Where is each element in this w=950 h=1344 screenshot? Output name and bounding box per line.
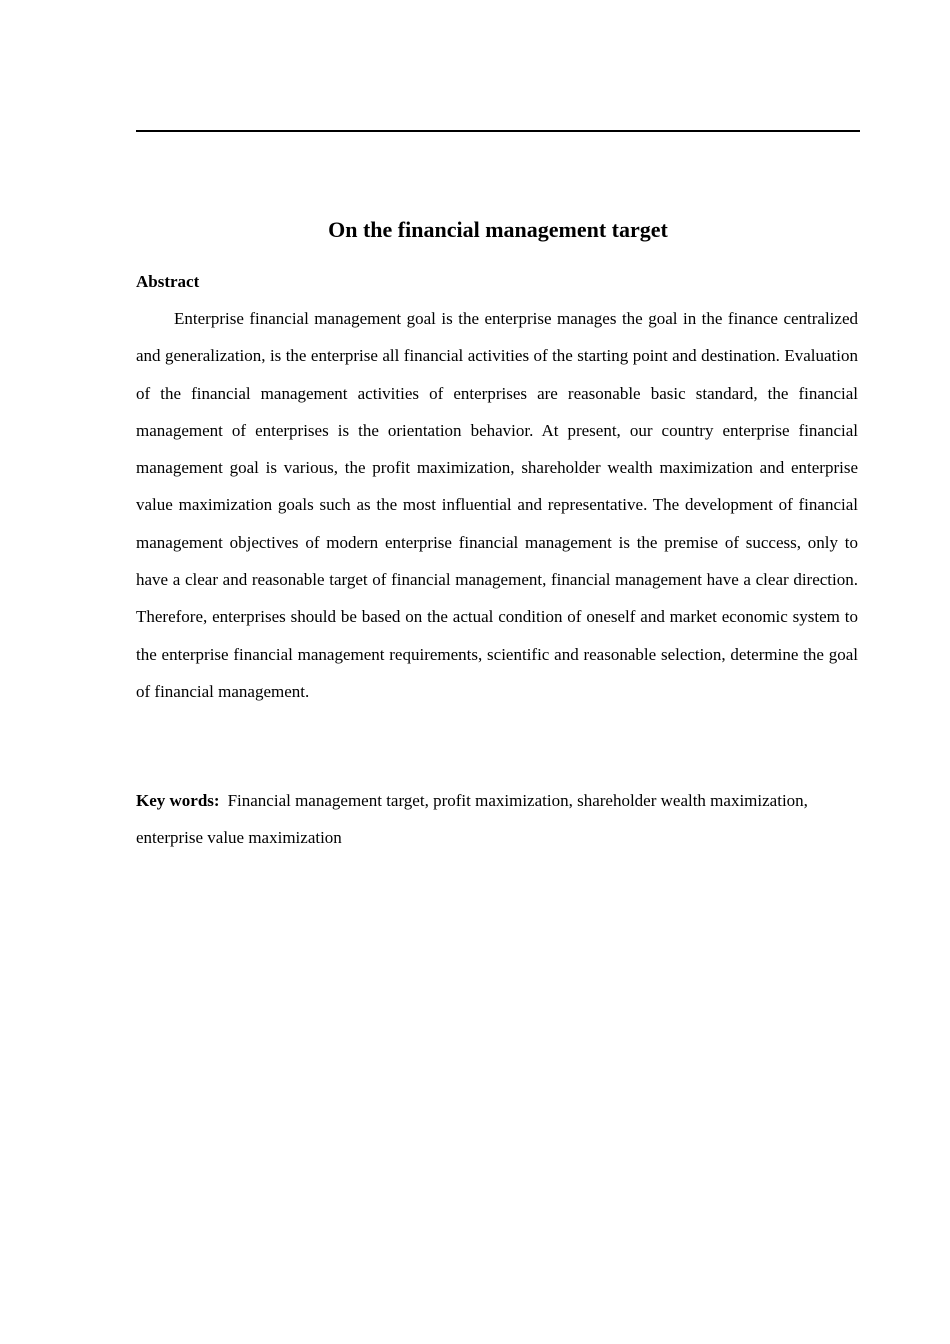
keywords-paragraph [136,782,858,856]
keywords-text: Financial management target, profit maximization, shareholder wealth maximization, enterprise value maximization [136,791,808,847]
abstract-heading: Abstract [136,272,200,291]
keywords-label: Key words: [136,791,220,810]
abstract-body: Enterprise financial management goal is the enterprise manages the goal in the finance centralized and generalization, is the enterprise all financial activities of the starting point and destination. Evaluation of the financial management activities of enterprises are reasonable basic standard, the financial management of enterprises is the orientation behavior. At present, our country enterprise financial management goal is various, the profit maximization, shareholder wealth maximization and enterprise value maximization goals such as the most influential and representative. The development of financial management objectives of modern enterprise financial management is the premise of success, only to have a clear and reasonable target of financial management, financial management have a clear direction. Therefore, enterprises should be based on the actual condition of oneself and market economic system to the enterprise financial management requirements, scientific and reasonable selection, determine the goal of financial management. [136,309,858,701]
header-rule [136,130,860,132]
document-title: On the financial management target [328,217,668,242]
